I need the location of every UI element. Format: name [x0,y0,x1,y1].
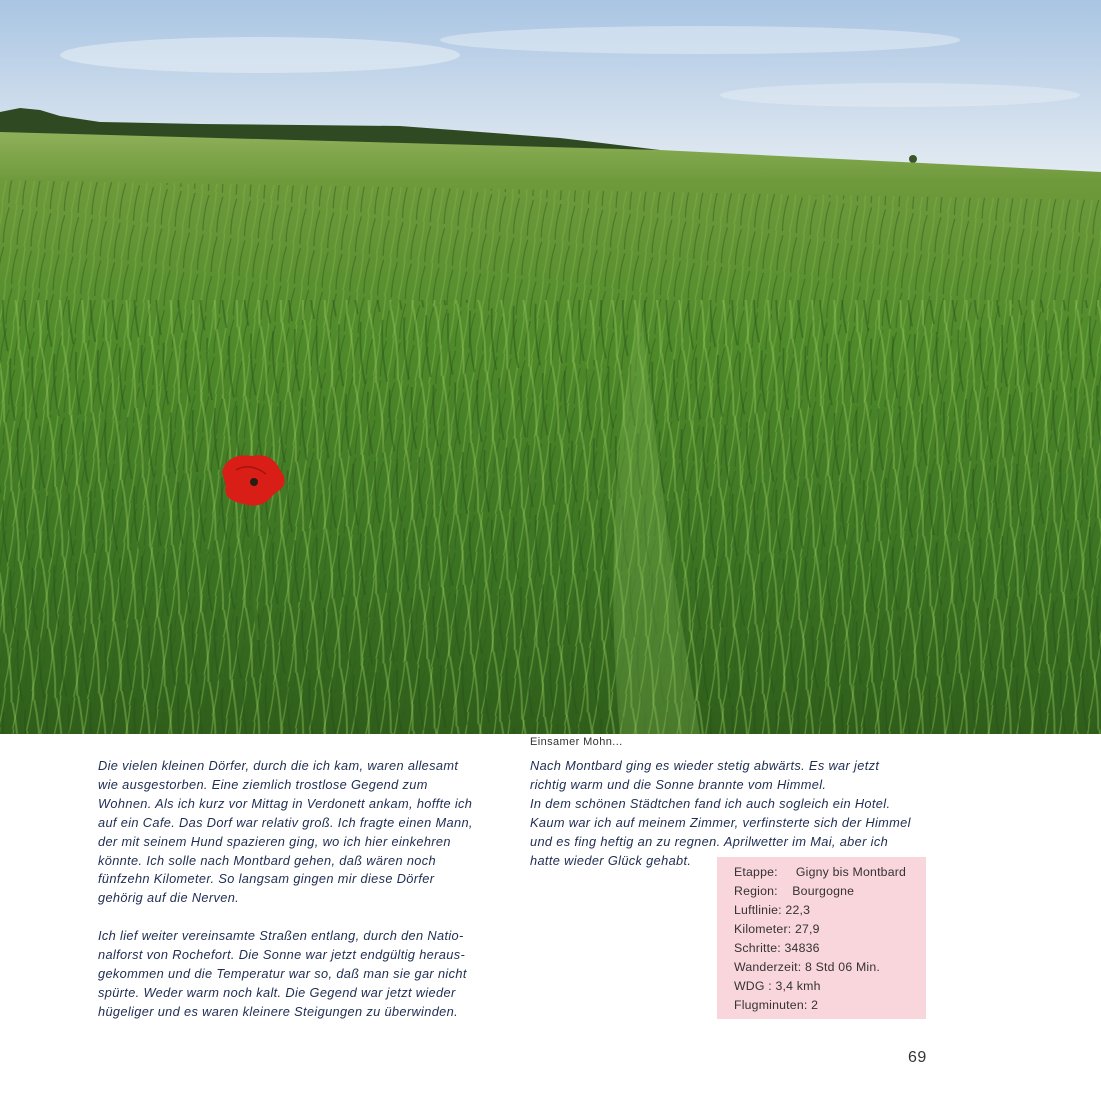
photo-caption: Einsamer Mohn... [530,736,623,748]
text-line: Wohnen. Als ich kurz vor Mittag in Verdonett ankam, hoffte ich [98,795,473,811]
text-line: und es fing heftig an zu regnen. Aprilwetter im Mai, aber ich [530,833,889,849]
info-wanderzeit: Wanderzeit: 8 Std 06 Min. [734,960,881,974]
text-line: fünfzehn Kilometer. So langsam gingen mir diese Dörfer [98,871,435,887]
text-line: gekommen und die Temperatur war so, daß man sie gar nicht [98,966,467,982]
info-wdg: WDG : 3,4 kmh [734,979,821,993]
text-line: der mit seinem Hund spazieren ging, wo ich hier einkehren [98,833,451,849]
info-kilometer: Kilometer: 27,9 [734,922,820,936]
text-line: auf ein Cafe. Das Dorf war relativ groß. Ich fragte einen Mann, [98,814,473,830]
stage-info-box [717,857,926,1019]
text-line: könnte. Ich solle nach Montbard gehen, daß wären noch [98,852,436,868]
info-flugminuten: Flugminuten: 2 [734,998,819,1012]
right-text-column [530,757,927,870]
page-number: 69 [908,1049,927,1066]
text-line: Die vielen kleinen Dörfer, durch die ich kam, waren allesamt [98,758,459,773]
text-line: gehörig auf die Nerven. [98,890,240,906]
text-line: spürte. Weder warm noch kalt. Die Gegend war jetzt wieder [98,984,456,1000]
info-region: Region: Bourgogne [734,884,855,898]
info-schritte: Schritte: 34836 [734,941,820,955]
text-line: wie ausgestorben. Eine ziemlich trostlose Gegend zum [98,776,428,792]
text-line: In dem schönen Städtchen fand ich auch sogleich ein Hotel. [530,795,891,811]
text-line: Kaum war ich auf meinem Zimmer, verfinsterte sich der Himmel [530,814,911,830]
info-luftlinie: Luftlinie: 22,3 [734,903,811,917]
text-line: Ich lief weiter vereinsamte Straßen entlang, durch den Natio- [98,928,464,944]
text-line: hügeliger und es waren kleinere Steigungen zu überwinden. [98,1003,459,1019]
left-text-column [98,757,495,1022]
text-line: nalforst von Rochefort. Die Sonne war jetzt endgültig heraus- [98,947,466,963]
info-etappe: Etappe: Gigny bis Montbard [734,865,907,879]
text-line: hatte wieder Glück gehabt. [530,852,692,868]
text-line: richtig warm und die Sonne brannte vom Himmel. [530,776,827,792]
text-line: Nach Montbard ging es wieder stetig abwärts. Es war jetzt [530,758,880,773]
